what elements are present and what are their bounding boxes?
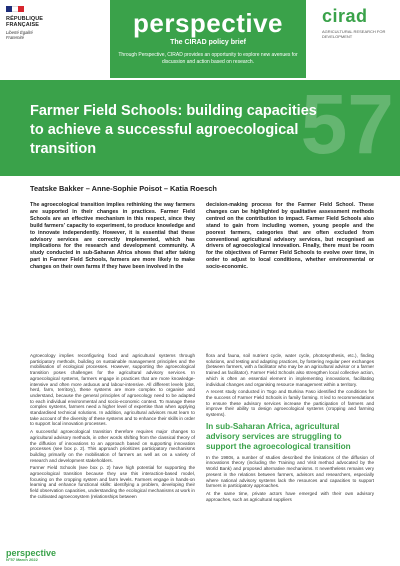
brand-subtitle: The CIRAD policy brief <box>170 39 246 46</box>
brand-description: Through Perspective, CIRAD provides an opportunity to explore new avenues for discussion and action based on research. <box>118 52 298 65</box>
republique-francaise-logo <box>6 6 44 40</box>
body-column-right <box>206 353 374 504</box>
body-column-left <box>30 353 195 502</box>
body-paragraph: Farmer Field Schools (see box p. 2) have high potential for supporting the agroecological transition because they use this interaction-based model, focusing on the cropping system and farm levels. Farmers engage in hands-on learning and enhance functional skills: identifying a problem, developing their field observation capacities, understanding the ecological mechanisms at work in the cultivated agroecosystem (relationships between <box>30 465 195 499</box>
lead-paragraph-left: The agroecological transition implies rethinking the way farmers are supported in their changes in practices. Farmer Field Schools are an effective mechanism in this respect, since they build farmers' capacity to experiment, to produce knowledge and to innovate independently. However, it is essential that these advisory services are correctly implemented, which has implications for the research and development community. A study conducted in sub-Saharan Africa shows that after taking part in Farmer Field Schools, farmers are more likely to make changes on their own farms if they have been involved in the <box>30 202 195 271</box>
body-paragraph: A successful agroecological transition therefore requires major changes to agricultural advisory methods, in other words shifting from the classical theory of the diffusion of innovations to an approach based on supporting innovation processes (see box p. 2). This approach prioritizes participatory mechanisms building primarily on the mobilisation of farmers as well as on a variety of research and development stakeholders. <box>30 429 195 463</box>
lead-paragraph-right: decision-making process for the Farmer Field School. These changes can be highlighted by qualitative assessment methods centred on the contribution to impact. Farmer Field Schools also stand to gain from including women, young people and the poorest farmers, categories that are often excluded from conventional agricultural advisory services, but recognised as drivers of agroecological innovation. Finally, there must be room for the objectives of Farmer Field Schools to evolve over time, in order to adjust to local conditions, whether environmental or socio-economic. <box>206 202 374 271</box>
cirad-wordmark: cirad <box>322 6 368 26</box>
article-authors: Teatske Bakker – Anne-Sophie Poisot – Katia Roesch <box>30 184 217 193</box>
cirad-tagline: AGRICULTURAL RESEARCH FOR DEVELOPMENT <box>322 29 386 39</box>
title-band <box>0 80 400 176</box>
gov-title: RÉPUBLIQUE FRANÇAISE <box>6 16 44 28</box>
body-paragraph: flora and fauna, soil nutrient cycle, water cycle, photosynthesis, etc.), finding solutions, and testing and adapting practices, by fostering regular peer exchanges (between farmers, with a facilitator who may be an agricultural advisor or a farmer trained as facilitator). Farmer Field Schools also strengthen local collective action, which is often an essential element in implementing innovations, facilitating individual changes and organising resource management within a territory. <box>206 353 374 387</box>
footer-issue <box>6 558 38 563</box>
perspective-banner <box>110 0 306 78</box>
body-paragraph: In the 1980s, a number of studies described the limitations of the diffusion of innovations theory (including the Training and Visit method advocated by the World Bank) and proposed alternative mechanisms. It nevertheless remains very present in the relations between farmers, advisors and researchers, especially where national advisory systems lack the resources and capacities to support farmers in participatory approaches. <box>206 454 374 489</box>
issue-number: 57 <box>300 80 394 171</box>
page-footer <box>0 548 70 566</box>
footer-date: March 2022 <box>16 557 38 562</box>
section-heading: In sub-Saharan Africa, agricultural advisory services are struggling to support the agroecological transition <box>206 421 351 451</box>
body-paragraph: A recent study conducted in Togo and Burkina Faso identified the conditions for the success of Farmer Field Schools in family farming. It led to recommendations to ensure these advisory services increase the participation of farmers and improve their ability to design agroecological systems (cropping and farming systems). <box>206 389 374 418</box>
french-flag-icon <box>6 6 24 12</box>
footer-issue-number: N°57 <box>6 557 15 562</box>
brand-name: perspective <box>132 8 284 38</box>
body-paragraph: At the same time, private actors have emerged with their own advisory approaches, such as agricultural suppliers <box>206 490 374 502</box>
gov-motto: Liberté Égalité Fraternité <box>6 30 33 40</box>
article-title: Farmer Field Schools: building capacities to achieve a successful agroecological transition <box>30 103 317 157</box>
footer-brand: perspective <box>6 548 57 558</box>
cirad-logo <box>322 6 392 39</box>
body-paragraph: Agroecology implies reconfiguring food and agricultural systems through participatory methods, building on sustainable management principles and the mobilisation of ecological processes. However, supporting the agroecological transition poses challenges for the agricultural advisory services. In agroecological systems, farmers engage in practices that are more knowledge-intensive and often more arduous and labour-intensive. All different levels (plot, herd, farm, territory), these systems are more complex to organise and understand, because the general principles of agroecology need to be adapted to each individual environmental and socio-economic context. To manage these complex systems, farmers need a higher level of expertise than when applying standardised technical solutions. In addition, agricultural advisors must learn to take account of the diversity of these systems and to enhance their skills in order to support local innovation processes. <box>30 353 195 427</box>
page-header <box>0 0 400 78</box>
